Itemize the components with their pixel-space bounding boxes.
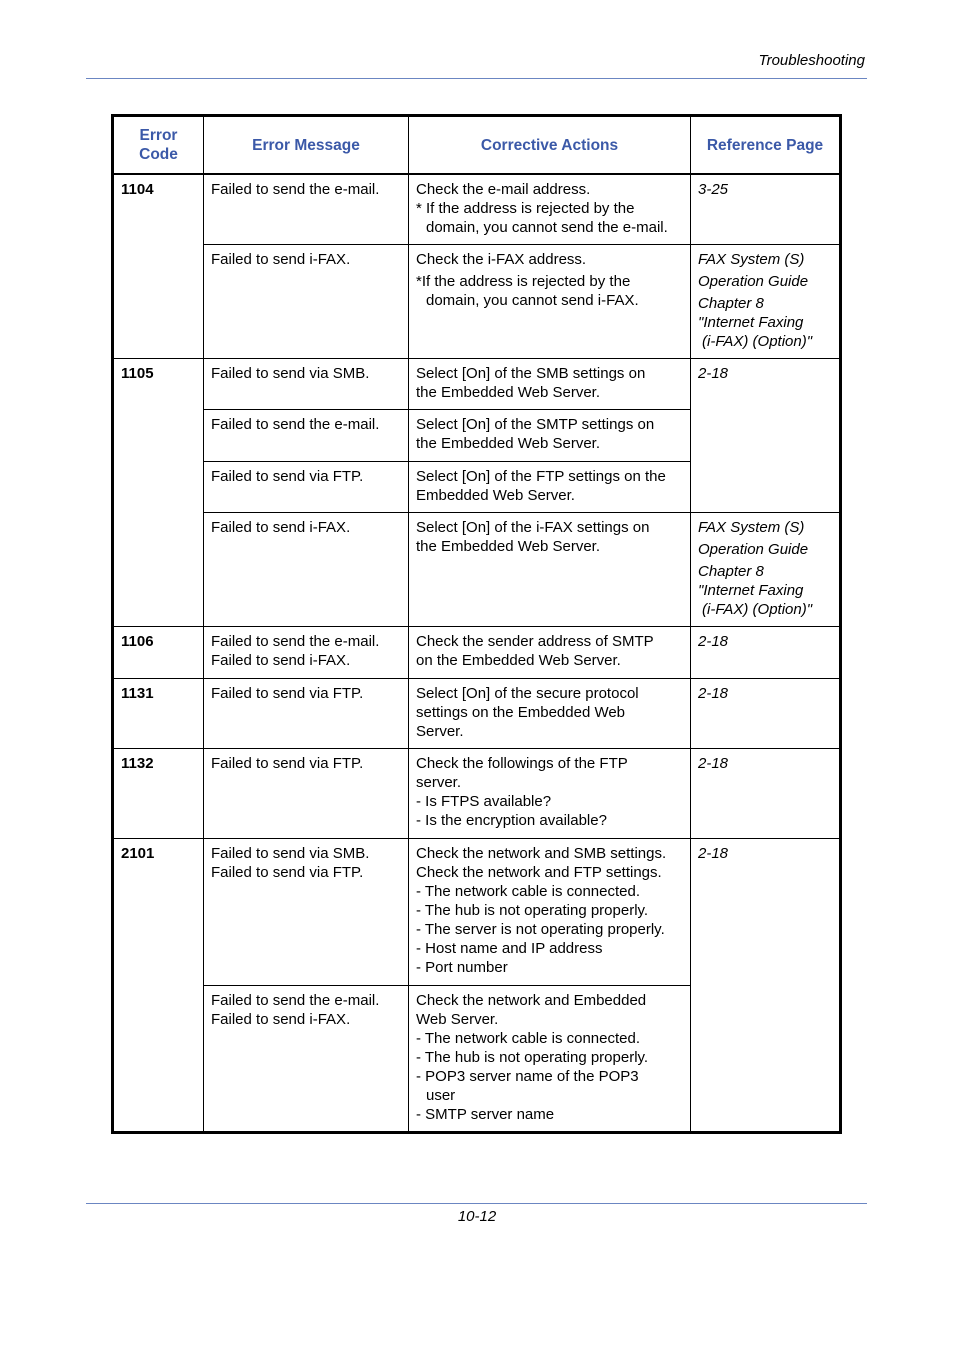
corrective-action: Select [On] of the i-FAX settings on the Embedded Web Server. <box>409 513 691 627</box>
error-code: 1105 <box>113 359 204 627</box>
reference-page: 2-18 <box>691 627 841 679</box>
error-message: Failed to send i-FAX. <box>204 245 409 359</box>
error-code: 1106 <box>113 627 204 679</box>
footer-rule <box>86 1203 867 1204</box>
corrective-action: Check the sender address of SMTP on the Embedded Web Server. <box>409 627 691 679</box>
table-row <box>113 245 841 359</box>
corrective-action: Check the followings of the FTP server. - Is FTPS available? - Is the encryption available? <box>409 749 691 839</box>
table-row <box>113 627 841 679</box>
corrective-action: Select [On] of the FTP settings on the Embedded Web Server. <box>409 462 691 513</box>
error-message: Failed to send via FTP. <box>204 679 409 749</box>
page-number: 10-12 <box>457 1208 497 1225</box>
corrective-action: Check the i-FAX address. *If the address is rejected by the domain, you cannot send i-FAX. <box>409 245 691 359</box>
table-row <box>113 749 841 839</box>
section-title: Troubleshooting <box>758 52 865 69</box>
error-code-table <box>111 114 842 1134</box>
error-message: Failed to send the e-mail. <box>204 174 409 245</box>
corrective-action: Check the network and Embedded Web Server. - The network cable is connected. - The hub is not operating properly. - POP3 server name of the POP3 user - SMTP server name <box>409 986 691 1133</box>
table-row <box>113 359 841 410</box>
table-row <box>113 174 841 245</box>
reference-page: 2-18 <box>691 839 841 1133</box>
error-message: Failed to send via SMB. <box>204 359 409 410</box>
error-message: Failed to send the e-mail. Failed to send i-FAX. <box>204 986 409 1133</box>
reference-page: 3-25 <box>691 174 841 245</box>
corrective-action: Select [On] of the SMB settings on the Embedded Web Server. <box>409 359 691 410</box>
corrective-action: Select [On] of the SMTP settings on the Embedded Web Server. <box>409 410 691 462</box>
error-code: 1131 <box>113 679 204 749</box>
column-header-error-message: Error Message <box>204 116 409 175</box>
error-message: Failed to send i-FAX. <box>204 513 409 627</box>
table-row <box>113 679 841 749</box>
reference-page: 2-18 <box>691 359 841 513</box>
error-message: Failed to send via SMB. Failed to send via FTP. <box>204 839 409 986</box>
error-code: 1104 <box>113 174 204 359</box>
header-rule <box>86 78 867 79</box>
column-header-error-code: Error Code <box>113 116 204 175</box>
error-message: Failed to send via FTP. <box>204 749 409 839</box>
corrective-action: Check the e-mail address. * If the address is rejected by the domain, you cannot send the e-mail. <box>409 174 691 245</box>
table-row <box>113 839 841 986</box>
column-header-corrective-actions: Corrective Actions <box>409 116 691 175</box>
reference-page: FAX System (S) Operation Guide Chapter 8 "Internet Faxing (i-FAX) (Option)" <box>691 245 841 359</box>
table-row <box>113 513 841 627</box>
corrective-action: Select [On] of the secure protocol settings on the Embedded Web Server. <box>409 679 691 749</box>
corrective-action: Check the network and SMB settings. Check the network and FTP settings. - The network cable is connected. - The hub is not operating properly. - The server is not operating properly. - Host name and IP address - Port number <box>409 839 691 986</box>
table-header-row <box>113 116 841 175</box>
error-message: Failed to send the e-mail. Failed to send i-FAX. <box>204 627 409 679</box>
reference-page: FAX System (S) Operation Guide Chapter 8 "Internet Faxing (i-FAX) (Option)" <box>691 513 841 627</box>
error-message: Failed to send via FTP. <box>204 462 409 513</box>
reference-page: 2-18 <box>691 679 841 749</box>
column-header-reference-page: Reference Page <box>691 116 841 175</box>
error-code: 2101 <box>113 839 204 1133</box>
reference-page: 2-18 <box>691 749 841 839</box>
error-code: 1132 <box>113 749 204 839</box>
error-message: Failed to send the e-mail. <box>204 410 409 462</box>
